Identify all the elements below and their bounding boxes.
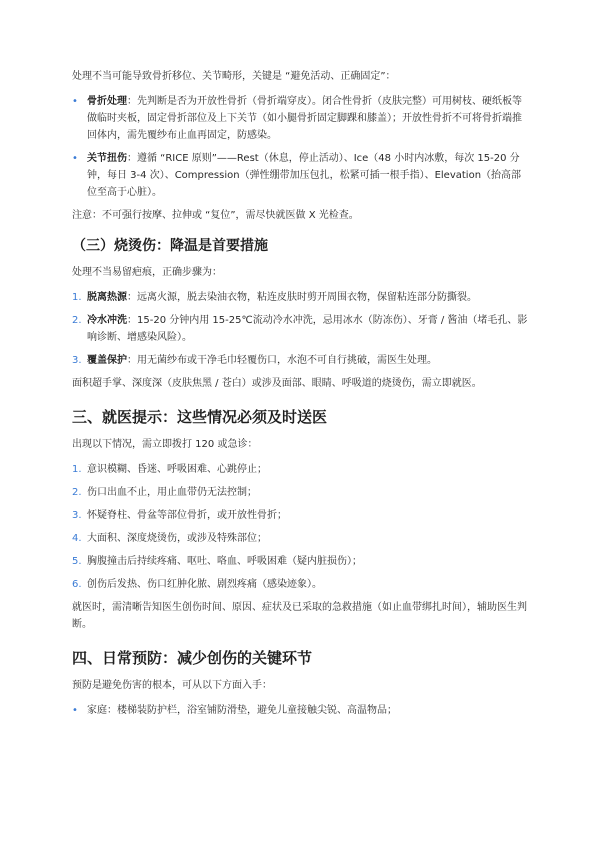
list-item [72,312,528,346]
item-text: ：遵循 “RICE 原则”——Rest（休息，停止活动）、Ice（48 小时内冰敷，每次 15-20 分钟，每日 3-4 次）、Compression（弹性绷带加压包扎，松紧可插一根手指）、Elevation（抬高部位至高于心脏）。 [87,153,522,198]
prevention-heading: 四、日常预防：减少创伤的关键环节 [72,649,313,667]
item-title: 覆盖保护 [87,355,127,366]
item-title: 脱离热源 [87,292,127,303]
list-item [72,702,528,719]
item-text: 创伤后发热、伤口红肿化脓、剧烈疼痛（感染迹象）。 [87,579,322,590]
item-number: 3. [72,355,82,366]
item-text: 大面积、深度烧烫伤，或涉及特殊部位； [87,533,267,544]
burn-note: 面积超手掌、深度深（皮肤焦黑 / 苍白）或涉及面部、眼睛、呼吸道的烧烫伤，需立即就医。 [72,378,482,389]
injury-note: 注意：不可强行按摩、拉伸或 “复位”，需尽快就医做 X 光检查。 [72,210,359,221]
list-item [72,352,528,369]
intro-paragraph: 处理不当可能导致骨折移位、关节畸形，关键是 “避免活动、正确固定”： [72,71,396,82]
item-text: 胸腹撞击后持续疼痛、呕吐、咯血、呼吸困难（疑内脏损伤）； [87,556,362,567]
item-number: 2. [72,487,82,498]
item-text: 伤口出血不止，用止血带仍无法控制； [87,487,257,498]
item-title: 冷水冲洗 [87,315,127,326]
list-item [72,530,528,547]
item-number: 3. [72,510,82,521]
list-item [72,553,528,570]
item-number: 1. [72,464,82,475]
item-number: 4. [72,533,82,544]
medical-heading: 三、就医提示：这些情况必须及时送医 [72,408,328,426]
bullet-icon: • [72,705,78,716]
burn-heading: （三）烧烫伤：降温是首要措施 [72,238,268,254]
item-text: ：先判断是否为开放性骨折（骨折端穿皮）。闭合性骨折（皮肤完整）可用树枝、硬纸板等做临时夹板，固定骨折部位及上下关节（如小腿骨折固定脚踝和膝盖）；开放性骨折不可将骨折端推回体内，需先覆纱布止血再固定，防感染。 [87,96,522,141]
item-text: 家庭：楼梯装防护栏，浴室铺防滑垫，避免儿童接触尖锐、高温物品； [87,705,397,716]
medical-list [72,461,528,593]
item-number: 6. [72,579,82,590]
burn-intro: 处理不当易留疤痕，正确步骤为： [72,267,222,278]
item-text: ：用无菌纱布或干净毛巾轻覆伤口，水泡不可自行挑破，需医生处理。 [127,355,437,366]
item-text: 意识模糊、昏迷、呼吸困难、心跳停止； [87,464,267,475]
medical-intro: 出现以下情况，需立即拨打 120 或急诊： [72,439,258,450]
list-item [72,93,528,144]
item-number: 5. [72,556,82,567]
list-item [72,461,528,478]
list-item [72,576,528,593]
item-text: ：15-20 分钟内用 15-25℃流动冷水冲洗，忌用冰水（防冻伤）、牙膏 / 酱油（堵毛孔、影响诊断、增感染风险）。 [87,315,528,343]
item-text: 怀疑脊柱、骨盆等部位骨折，或开放性骨折； [87,510,287,521]
medical-note: 就医时，需清晰告知医生创伤时间、原因、症状及已采取的急救措施（如止血带绑扎时间），辅助医生判断。 [72,602,527,630]
list-item [72,484,528,501]
item-title: 骨折处理 [87,96,127,107]
list-item [72,507,528,524]
document-page [72,68,528,725]
injury-list [72,93,528,201]
item-title: 关节扭伤 [87,153,127,164]
bullet-icon: • [72,96,78,107]
bullet-icon: • [72,153,78,164]
prevention-intro: 预防是避免伤害的根本，可从以下方面入手： [72,680,272,691]
list-item [72,289,528,306]
list-item [72,150,528,201]
burn-steps [72,289,528,369]
item-text: ：远离火源，脱去染油衣物，粘连皮肤时剪开周围衣物，保留粘连部分防撕裂。 [127,292,477,303]
prevention-list [72,702,528,719]
item-number: 1. [72,292,82,303]
item-number: 2. [72,315,82,326]
